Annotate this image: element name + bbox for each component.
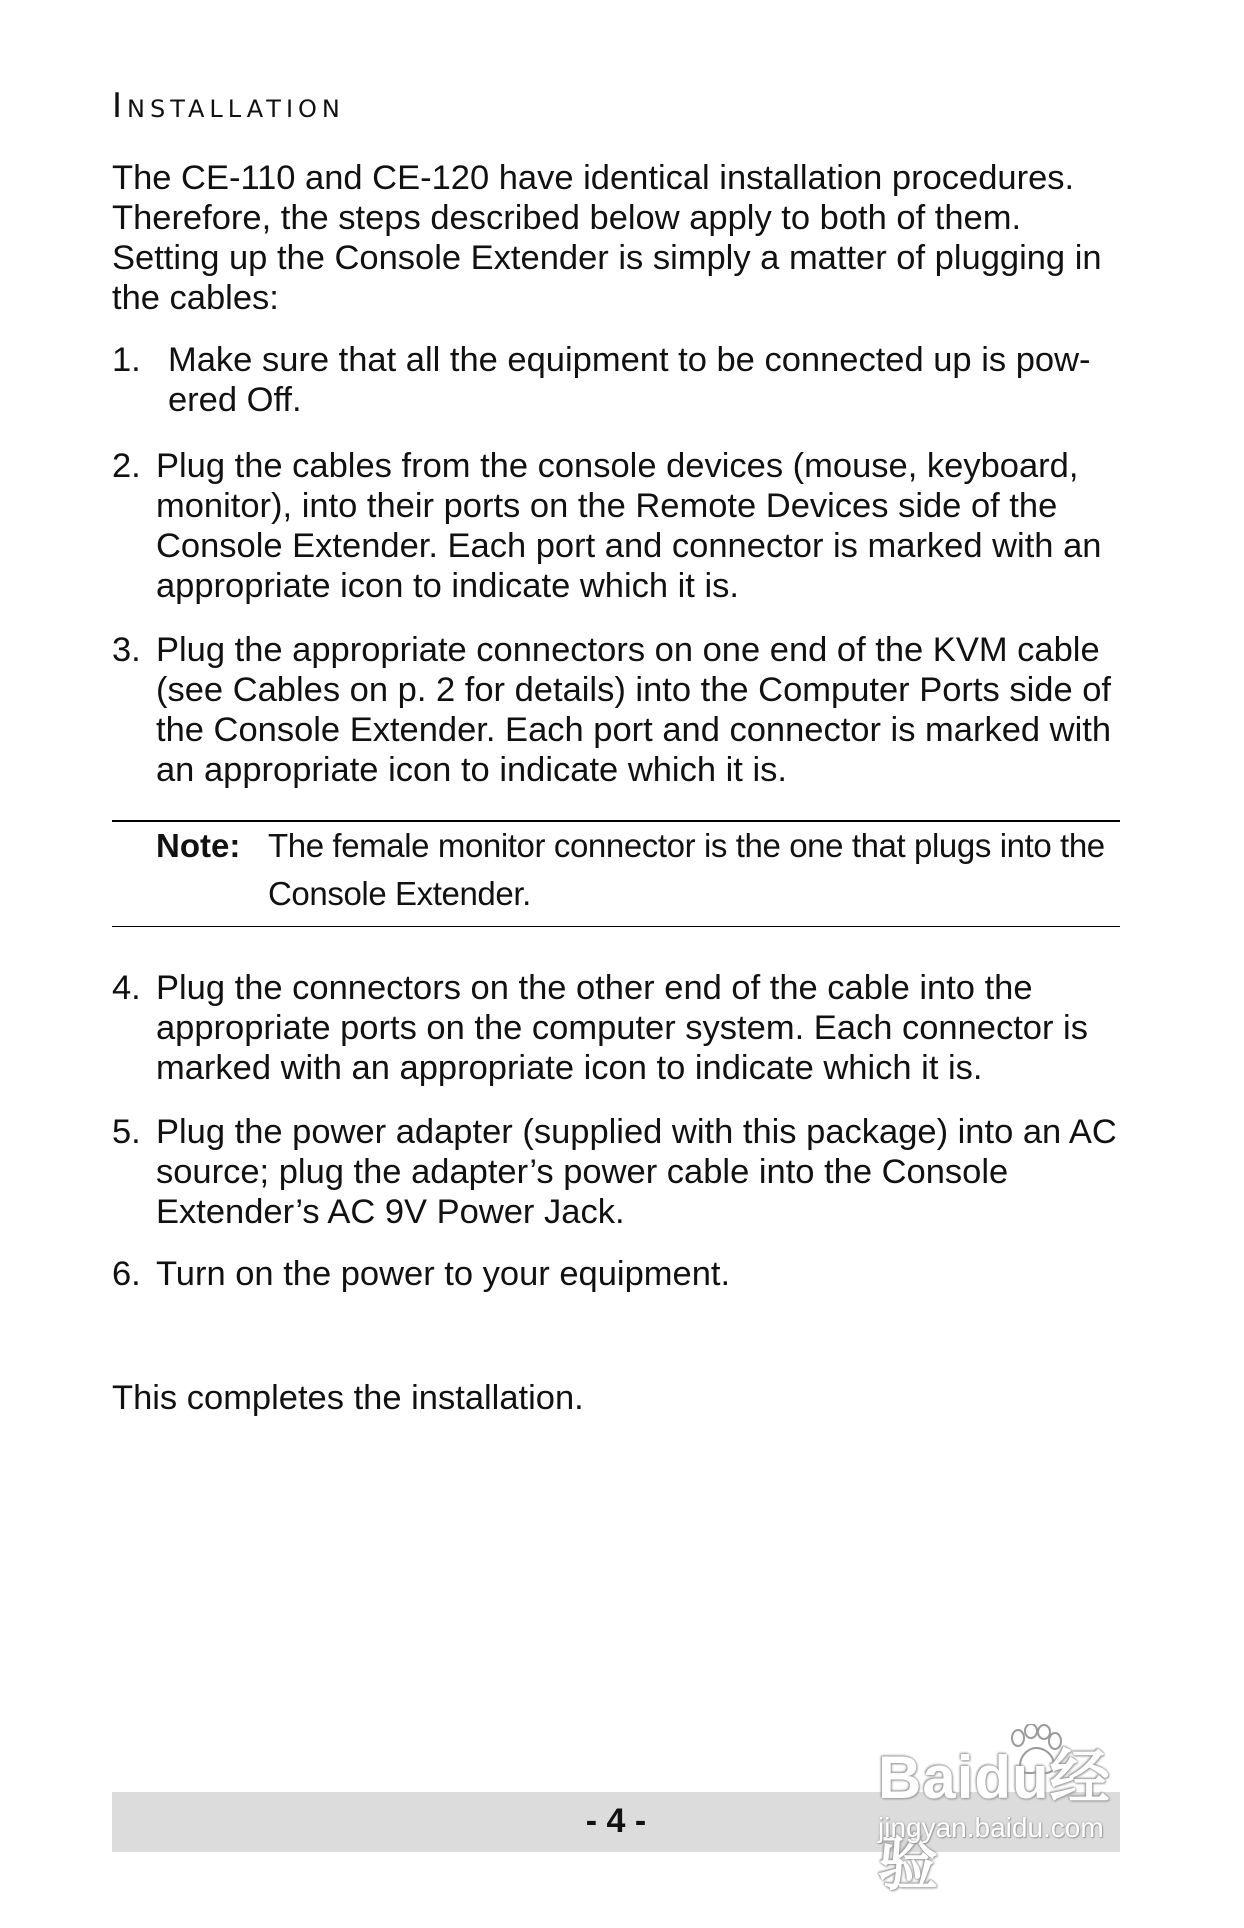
step-number: 5. (112, 1113, 141, 1151)
step-number: 3. (112, 631, 141, 669)
note-box (156, 822, 1120, 918)
step-number: 2. (112, 447, 141, 485)
intro-paragraph: The CE-110 and CE-120 have identical installation procedures. Therefore, the steps described below apply to both of them. Setting up the Console Extender is simply a matter of plugging in the cables: (112, 159, 1102, 317)
step-text: Plug the appropriate connectors on one end of the KVM cable (see Cables on p. 2 for details) into the Computer Ports side of the Console Extender. Each port and connector is marked with an appropriate icon to indicate which it is. (156, 631, 1112, 789)
step-text: Make sure that all the equipment to be connected up is pow-ered Off. (168, 341, 1091, 419)
closing-paragraph: This completes the installation. (112, 1379, 584, 1417)
step-number: 1. (112, 341, 141, 379)
note-text: The female monitor connector is the one that plugs into the Console Extender. (268, 827, 1105, 912)
watermark-url: jingyan.baidu.com (878, 1812, 1104, 1843)
step-item (112, 1112, 1132, 1232)
step-number: 6. (112, 1255, 141, 1293)
note-label: Note: (156, 827, 241, 864)
section-heading: Installation (112, 86, 345, 126)
step-item (112, 968, 1132, 1088)
watermark-logo-text: Baidu经验 (878, 1744, 1111, 1897)
step-number: 4. (112, 969, 141, 1007)
step-item (112, 446, 1132, 606)
step-item (112, 1254, 1132, 1294)
step-item (112, 340, 1132, 420)
watermark (878, 1724, 1168, 1897)
step-text: Plug the power adapter (supplied with this package) into an AC source; plug the adapter’s power cable into the Console Extender’s AC 9V Power Jack. (156, 1113, 1117, 1231)
step-text: Plug the cables from the console devices (mouse, keyboard, monitor), into their ports on the Remote Devices side of the Console Extender. Each port and connector is marked with an appropriate icon to indicate which it is. (156, 447, 1102, 605)
note-bottom-rule (112, 926, 1120, 927)
page-number: - 4 - (585, 1802, 647, 1840)
step-text: Turn on the power to your equipment. (156, 1255, 731, 1293)
step-text: Plug the connectors on the other end of the cable into the appropriate ports on the computer system. Each connector is marked with an appropriate icon to indicate which it is. (156, 969, 1088, 1087)
step-item (112, 630, 1132, 790)
